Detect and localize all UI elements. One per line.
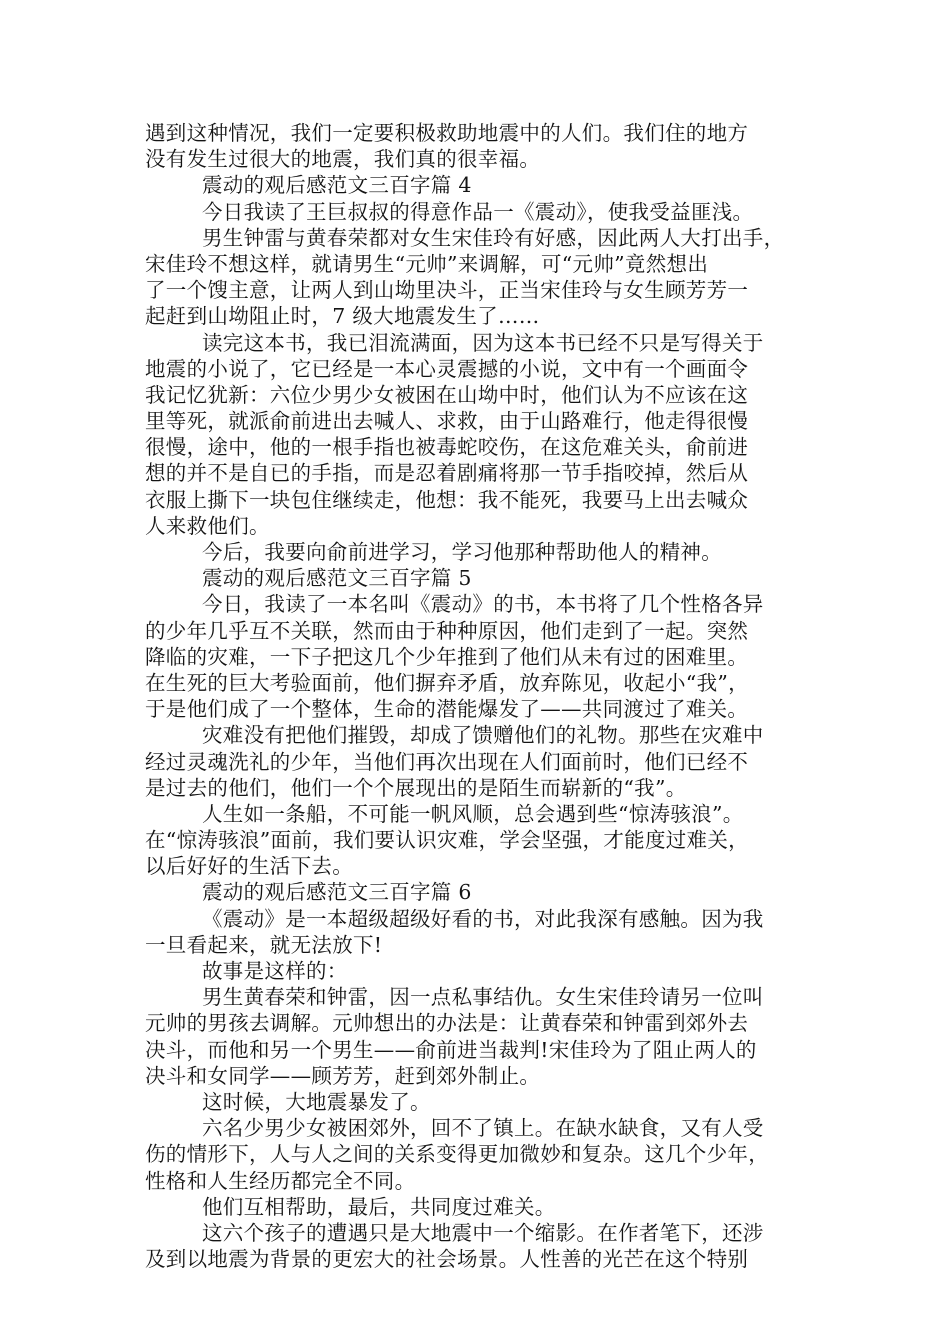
text-line: 遇到这种情况，我们一定要积极救助地震中的人们。我们住的地方 <box>145 121 749 145</box>
text-line: 没有发生过很大的地震，我们真的很幸福。 <box>145 147 541 172</box>
text-line: 六名少男少女被困郊外，回不了镇上。在缺水缺食，又有人受 <box>202 1116 764 1141</box>
text-line: 降临的灾难，一下子把这几个少年推到了他们从未有过的困难里。 <box>145 644 749 669</box>
text-line: 震动的观后感范文三百字篇 5 <box>202 566 472 591</box>
text-line: 人来救他们。 <box>145 513 270 538</box>
text-line: 很慢，途中，他的一根手指也被毒蛇咬伤，在这危难关头，俞前进 <box>145 435 749 460</box>
text-line: 想的并不是自已的手指，而是忍着剧痛将那一节手指咬掉，然后从 <box>145 461 749 486</box>
text-line: 今后，我要向俞前进学习，学习他那种帮助他人的精神。 <box>202 540 722 564</box>
text-line: 一旦看起来，就无法放下! <box>145 932 383 957</box>
text-line: 今日，我读了一本名叫《震动》的书，本书将了几个性格各异 <box>202 592 764 617</box>
text-line: 男生黄春荣和钟雷，因一点私事结仇。女生宋佳玲请另一位叫 <box>202 985 764 1010</box>
text-line: 震动的观后感范文三百字篇 6 <box>202 880 472 905</box>
text-line: 及到以地震为背景的更宏大的社会场景。人性善的光芒在这个特别 <box>145 1247 749 1272</box>
text-line: 今日我读了王巨叔叔的得意作品一《震动》，使我受益匪浅。 <box>202 199 754 224</box>
text-line: 在生死的巨大考验面前，他们摒弃矛盾，放弃陈见，收起小“我”， <box>145 670 749 695</box>
text-line: 人生如一条船，不可能一帆风顺，总会遇到些“惊涛骇浪”。 <box>202 801 744 826</box>
text-line: 灾难没有把他们摧毁，却成了馈赠他们的礼物。那些在灾难中 <box>202 723 764 748</box>
text-line: 了一个馊主意，让两人到山坳里决斗，正当宋佳玲与女生顾芳芳一 <box>145 278 749 303</box>
text-line: 在“惊涛骇浪”面前，我们要认识灾难，学会坚强，才能度过难关， <box>145 828 749 853</box>
text-line: 性格和人生经历都完全不同。 <box>145 1168 416 1193</box>
text-line: 这六个孩子的遭遇只是大地震中一个缩影。在作者笔下，还涉 <box>202 1220 764 1245</box>
text-line: 他们互相帮助，最后，共同度过难关。 <box>202 1194 556 1219</box>
text-line: 这时候，大地震暴发了。 <box>202 1089 431 1114</box>
document-body <box>145 120 805 1272</box>
text-line: 读完这本书，我已泪流满面，因为这本书已经不只是写得关于 <box>202 330 764 355</box>
text-line: 我记忆犹新：六位少男少女被困在山坳中时，他们认为不应该在这 <box>145 382 749 407</box>
text-line: 以后好好的生活下去。 <box>145 854 353 879</box>
text-line: 决斗，而他和另一个男生——俞前进当裁判!宋佳玲为了阻止两人的 <box>145 1037 757 1062</box>
text-line: 地震的小说了，它已经是一本心灵震撼的小说，文中有一个画面令 <box>145 356 749 381</box>
text-line: 震动的观后感范文三百字篇 4 <box>202 173 472 198</box>
text-line: 经过灵魂洗礼的少年，当他们再次出现在人们面前时，他们已经不 <box>145 749 749 774</box>
text-line: 故事是这样的： <box>202 959 348 983</box>
text-line: 伤的情形下，人与人之间的关系变得更加微妙和复杂。这几个少年， <box>145 1142 769 1167</box>
text-line: 是过去的他们，他们一个个展现出的是陌生而崭新的“我”。 <box>145 775 687 800</box>
text-line: 元帅的男孩去调解。元帅想出的办法是：让黄春荣和钟雷到郊外去 <box>145 1011 749 1036</box>
text-line: 里等死，就派俞前进出去喊人、求救，由于山路难行，他走得很慢 <box>145 409 749 434</box>
text-line: 男生钟雷与黄春荣都对女生宋佳玲有好感，因此两人大打出手， <box>202 225 785 250</box>
text-line: 衣服上撕下一块包住继续走，他想：我不能死，我要马上出去喊众 <box>145 487 749 512</box>
text-line: 宋佳玲不想这样，就请男生“元帅”来调解，可“元帅”竟然想出 <box>145 251 709 276</box>
text-line: 的少年几乎互不关联，然而由于种种原因，他们走到了一起。突然 <box>145 618 749 643</box>
text-line: 起赶到山坳阻止时，7 级大地震发生了…… <box>145 304 540 329</box>
text-line: 《震动》是一本超级超级好看的书，对此我深有感触。因为我 <box>202 906 764 931</box>
text-line: 决斗和女同学——顾芳芳，赶到郊外制止。 <box>145 1063 541 1088</box>
text-line: 于是他们成了一个整体，生命的潜能爆发了——共同渡过了难关。 <box>145 697 749 722</box>
